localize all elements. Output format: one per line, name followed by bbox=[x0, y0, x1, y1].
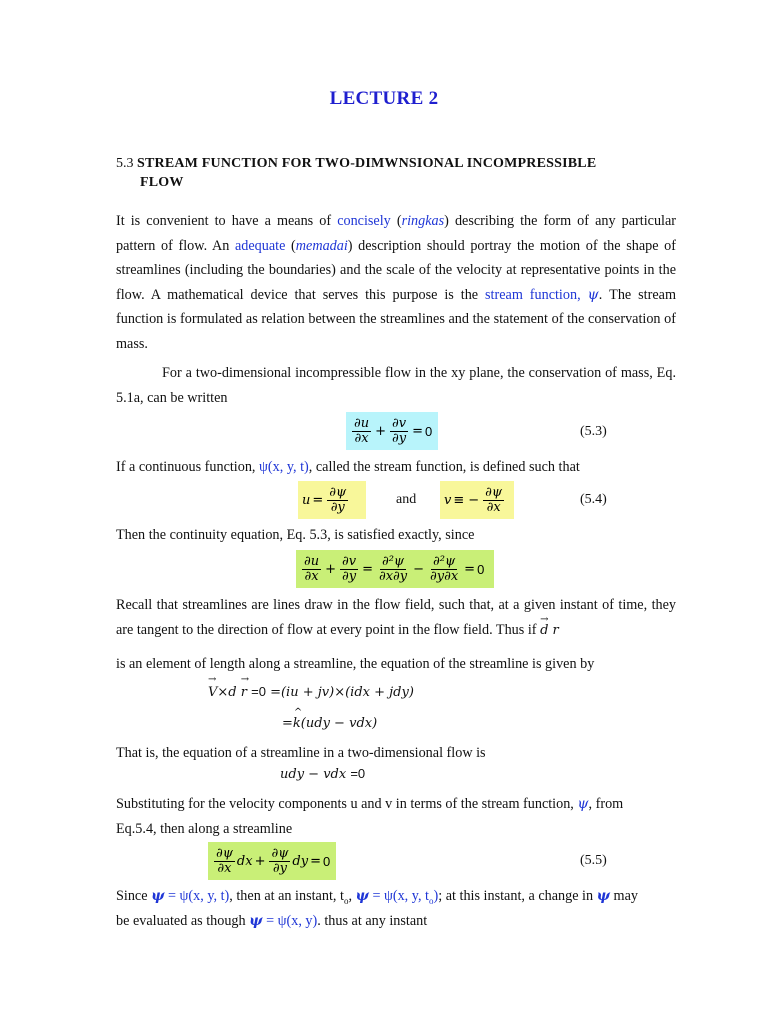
frac-d2psi-dxdy: $\frac{\text{∂²ψ}}{\partial x\partial y}$ bbox=[379, 553, 408, 584]
psi-xy: = ψ(x, y) bbox=[262, 913, 318, 929]
equation-streamline-2d: udy − vdx =0 bbox=[280, 766, 366, 782]
psi-xyto: = ψ(x, y, t bbox=[368, 888, 429, 904]
term-adequate: adequate bbox=[234, 237, 286, 254]
paragraph-streamline-cont: is an element of length along a streamline, the equation of the streamline is given by bbox=[116, 656, 595, 672]
frac-dv-dy: $\frac{\partial v}{\partial y}$ bbox=[342, 553, 357, 584]
paragraph-stream-function-def bbox=[116, 455, 676, 480]
paragraph-substitution bbox=[116, 792, 676, 817]
frac-dpsi-dx: $\frac{\partial\psi}{\partial x}$ bbox=[216, 845, 233, 876]
section-number: 5.3 bbox=[116, 156, 134, 171]
equation-5-4-v: v ≡ − $\frac{\partial\psi}{\partial x}$ bbox=[440, 481, 514, 519]
psi-symbol: ψ bbox=[587, 286, 599, 303]
equation-5-5: $\frac{\partial\psi}{\partial x}$ dx + $\frac{\partial\psi}{\partial y}$ dy = 0 bbox=[208, 842, 336, 880]
frac-du-dx: $\frac{\partial u}{\partial x}$ bbox=[354, 415, 370, 446]
text: ; at this instant, a change in bbox=[438, 888, 597, 904]
text: If a continuous function, bbox=[116, 459, 260, 475]
paragraph-continuity: Then the continuity equation, Eq. 5.3, is satisfied exactly, since bbox=[116, 527, 475, 543]
text: , called the stream function, is defined such that bbox=[308, 459, 580, 475]
paren: ) bbox=[433, 888, 439, 904]
equation-cross-product-result: =^ k(udy − vdx) bbox=[282, 716, 377, 731]
paragraph-2d-streamline: That is, the equation of a streamline in a two-dimensional flow is bbox=[116, 745, 486, 761]
equation-5-4-u: u = $\frac{\partial\psi}{\partial y}$ bbox=[298, 481, 366, 519]
equation-number-5-5: (5.5) bbox=[580, 853, 607, 868]
psi-xyt: ψ(x, y, t) bbox=[259, 459, 309, 475]
text: ( bbox=[390, 213, 402, 229]
text: . The stream function is formulated as relation between the streamlines and the statement of the conservation of mass. bbox=[116, 286, 676, 352]
vector-dr: → d r bbox=[540, 619, 559, 644]
subscript-o: o bbox=[429, 895, 434, 906]
psi-symbol: ψ bbox=[355, 888, 369, 904]
text: may bbox=[609, 888, 638, 904]
and-label: and bbox=[396, 492, 417, 507]
text: Substituting for the velocity components u and v in terms of the stream function, bbox=[116, 796, 578, 812]
frac-dpsi-dy: $\frac{\partial\psi}{\partial y}$ bbox=[329, 484, 347, 515]
text: , from bbox=[588, 796, 624, 812]
text: ( bbox=[285, 237, 296, 254]
frac-dpsi-dx: $\frac{\partial\psi}{\partial x}$ bbox=[485, 484, 503, 515]
text: Since bbox=[116, 888, 152, 904]
paragraph-conservation: For a two-dimensional incompressible flow in the xy plane, the conservation of mass, Eq. 5.1a, can be written bbox=[116, 365, 676, 406]
paragraph-instant-cont bbox=[116, 909, 676, 934]
equation-5-3: $\frac{\partial u}{\partial x}$ + $\frac{\partial v}{\partial y}$ = 0 bbox=[346, 412, 438, 450]
equation-number-5-4: (5.4) bbox=[580, 492, 607, 507]
psi-symbol: ψ bbox=[577, 796, 589, 812]
term-concisely: concisely bbox=[337, 213, 391, 229]
text: ) description should portray the motion of the shape of streamlines (including the boundaries) and the scale of the velocity at representative points in the flow. A mathematical device that serves this purpose is the bbox=[116, 237, 676, 303]
text: Recall that streamlines are lines draw in the flow field, such that, at a given instant of time, they are tangent to the direction of flow at every point in the flow field. Thus if bbox=[116, 597, 676, 638]
equation-continuity: $\frac{\partial u}{\partial x}$ + $\frac{\partial v}{\partial y}$ = $\frac{\text{∂²ψ}}{\partial x\partial y}$ − $\frac{\text{∂²ψ}}{\partial y\partial x}$ = 0 bbox=[296, 550, 494, 588]
paragraph-streamline bbox=[116, 593, 676, 643]
section-heading bbox=[116, 154, 656, 192]
paragraph-substitution-cont: Eq.5.4, then along a streamline bbox=[116, 821, 293, 837]
text: It is convenient to have a means of bbox=[116, 213, 338, 229]
paragraph-intro bbox=[116, 209, 676, 357]
equation-cross-product: → V×d → r =0 =(iu + jv)×(idx + jdy) bbox=[208, 684, 414, 700]
page-title: LECTURE 2 bbox=[329, 88, 439, 109]
text: ) describing the form of any particular pattern of flow. An bbox=[116, 213, 676, 254]
psi-xyt: = ψ(x, y, t) bbox=[164, 888, 230, 904]
section-heading-line2: FLOW bbox=[140, 175, 184, 190]
frac-dv-dy: $\frac{\partial v}{\partial y}$ bbox=[392, 415, 407, 446]
text: , bbox=[348, 888, 356, 904]
text: . thus at any instant bbox=[317, 913, 428, 929]
section-heading-line1: STREAM FUNCTION FOR TWO-DIMWNSIONAL INCOMPRESSIBLE bbox=[137, 156, 597, 171]
psi-symbol: ψ bbox=[151, 888, 165, 904]
psi-symbol: ψ bbox=[249, 913, 263, 929]
frac-du-dx: $\frac{\partial u}{\partial x}$ bbox=[304, 553, 320, 584]
equation-number-5-3: (5.3) bbox=[580, 424, 607, 439]
subscript-o: o bbox=[343, 895, 349, 906]
frac-d2psi-dydx: $\frac{\text{∂²ψ}}{\partial y\partial x}$ bbox=[430, 553, 459, 584]
text: , then at an instant, t bbox=[229, 888, 344, 904]
term-stream-function: stream function, bbox=[485, 286, 588, 303]
term-ringkas: ringkas bbox=[401, 213, 445, 229]
psi-symbol: ψ bbox=[596, 888, 610, 904]
term-memadai: memadai bbox=[295, 237, 348, 254]
frac-dpsi-dy: $\frac{\partial\psi}{\partial y}$ bbox=[271, 845, 289, 876]
text: be evaluated as though bbox=[116, 913, 250, 929]
